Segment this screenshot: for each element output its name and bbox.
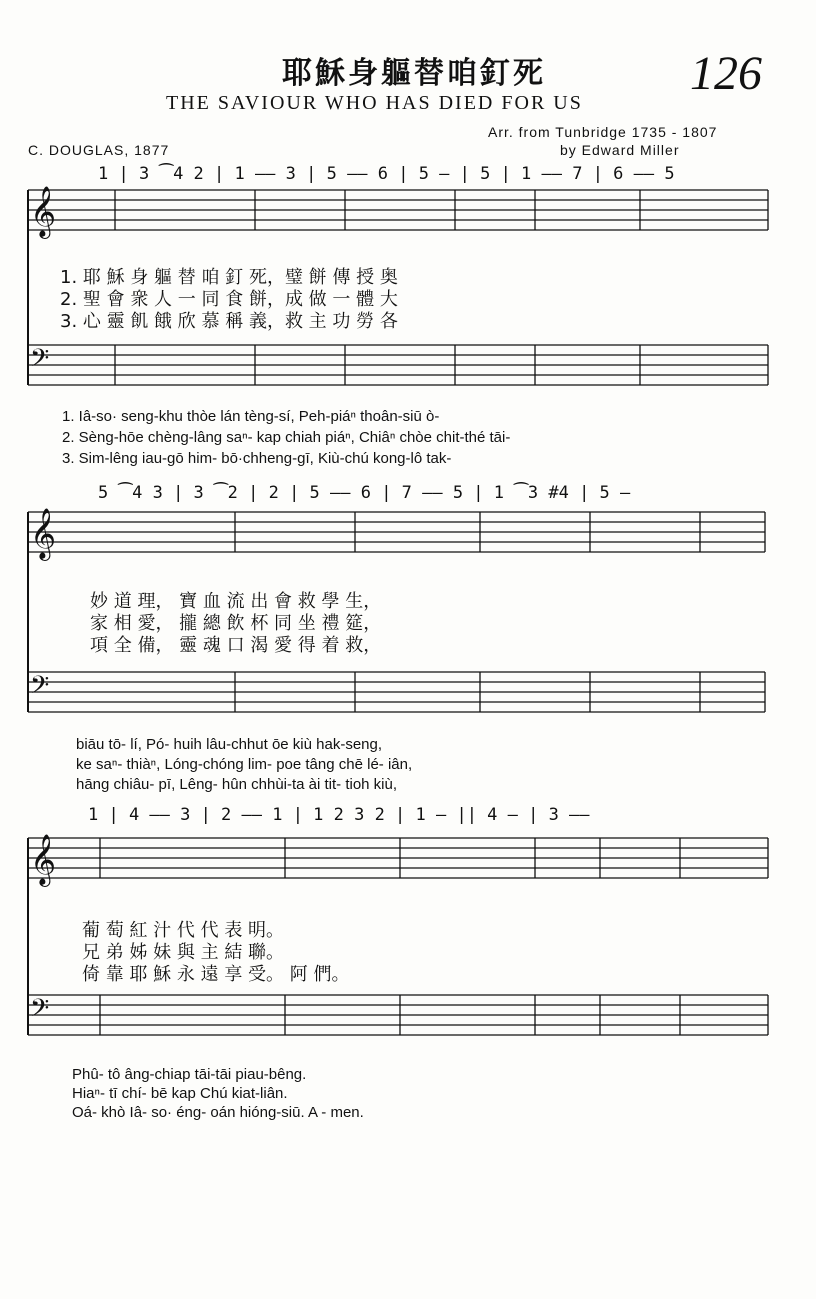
bass-clef-icon: 𝄢 [30,344,50,379]
lyrics-rom-3-2: Hiaⁿ- tī chí- bē kap Chú kiat-liân. [72,1085,288,1102]
lyrics-zh-3-2: 兄 弟 姊 妹 與 主 結 聯。 [82,942,285,963]
lyrics-zh-3-1: 葡 萄 紅 汁 代 代 表 明。 [82,920,285,941]
numbered-notation-2: 5 ⁀4 3 | 3 ⁀2 | 2 | 5 —— 6 | 7 —— 5 | 1 ⁀3 #4 | 5 — [98,483,631,503]
arranger-credit: Arr. from Tunbridge 1735 - 1807 [488,124,718,140]
composer-credit: C. DOUGLAS, 1877 [28,142,170,158]
lyrics-rom-1-2: 2. Sèng-hōe chèng-lâng saⁿ- kap chiah piáⁿ, Chiâⁿ chòe chit-thé tāi- [62,429,511,446]
arranger-credit-2: by Edward Miller [560,142,680,158]
title-english: THE SAVIOUR WHO HAS DIED FOR US [166,92,583,114]
hymn-number: 126 [690,47,762,100]
lyrics-rom-3-1: Phû- tô âng-chiap tāi-tāi piau-bêng. [72,1066,307,1083]
lyrics-rom-1-3: 3. Sim-lêng iau-gō him- bō·chheng-gī, Kiù-chú kong-lô tak- [62,450,452,467]
lyrics-zh-1-3: 3. 心 靈 飢 餓 欣 慕 稱 義，救 主 功 勞 各 [60,311,398,332]
treble-clef-icon: 𝄞 [30,186,57,237]
bass-clef-icon: 𝄢 [30,994,50,1029]
lyrics-zh-1-1: 1. 耶 穌 身 軀 替 咱 釘 死，璧 餅 傳 授 奥 [60,267,398,288]
treble-clef-icon: 𝄞 [30,508,57,559]
lyrics-zh-2-3: 項 全 備， 靈 魂 口 渴 愛 得 着 救， [90,635,382,656]
lyrics-rom-2-3: hāng chiâu- pī, Lêng- hûn chhùi-ta ài tit- tioh kiù, [76,776,398,793]
lyrics-rom-2-2: ke saⁿ- thiàⁿ, Lóng-chóng lim- poe tâng chē lé- iân, [76,756,413,773]
lyrics-zh-1-2: 2. 聖 會 衆 人 一 同 食 餅，成 做 一 體 大 [60,289,398,310]
lyrics-rom-3-3: Oá- khò Iâ- so· éng- oán hióng-siū. A - men. [72,1104,364,1121]
numbered-notation-3: 1 | 4 —— 3 | 2 —— 1 | 1 2 3 2 | 1 — || 4 — | 3 —— [88,805,590,825]
numbered-notation-1: 1 | 3 ⁀4 2 | 1 —— 3 | 5 —— 6 | 5 — | 5 | 1 —— 7 | 6 —— 5 [98,164,675,184]
lyrics-rom-2-1: biāu tō- lí, Pó- huih lâu-chhut ōe kiù hak-seng, [76,736,383,753]
lyrics-zh-3-3: 倚 靠 耶 穌 永 遠 享 受。 阿 們。 [82,964,350,985]
treble-clef-icon: 𝄞 [30,834,57,885]
title-chinese: 耶穌身軀替咱釘死 [282,56,546,91]
lyrics-zh-2-2: 家 相 愛， 攏 總 飲 杯 同 坐 禮 筵， [90,613,382,634]
lyrics-zh-2-1: 妙 道 理， 寶 血 流 出 會 救 學 生， [90,591,382,612]
bass-clef-icon: 𝄢 [30,671,50,706]
lyrics-rom-1-1: 1. Iâ-so· seng-khu thòe lán tèng-sí, Peh-piáⁿ thoân-siū ò- [62,408,440,425]
